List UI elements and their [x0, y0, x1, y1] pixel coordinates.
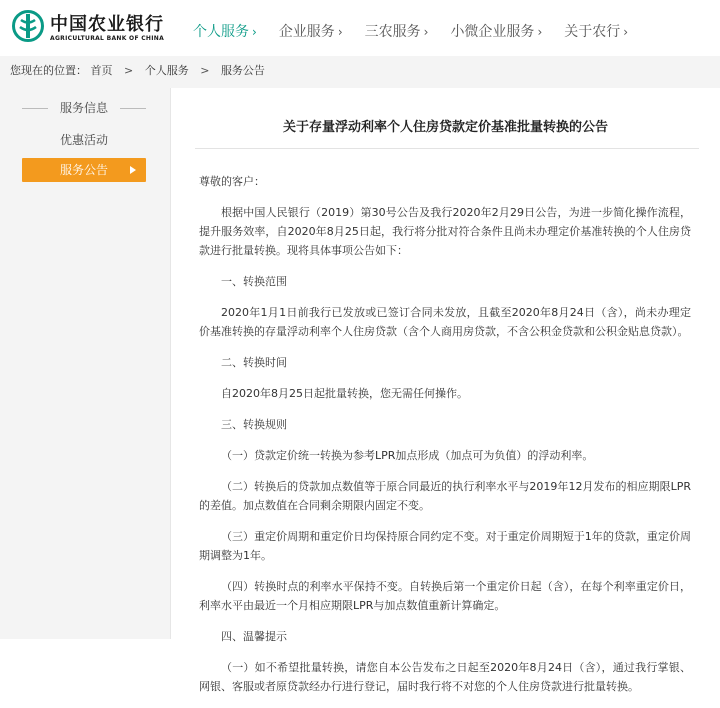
- section-heading: 二、转换时间: [221, 356, 287, 369]
- section-heading: 一、转换范围: [221, 275, 287, 288]
- article-panel: [170, 88, 720, 693]
- sidebar-item-promotions[interactable]: 优惠活动: [59, 133, 108, 147]
- main-nav: [182, 0, 639, 56]
- article-paragraph: （二）转换后的贷款加点数值等于原合同最近的执行利率水平与2019年12月发布的相应期限LPR的差值。加点数值在合同剩余期限内固定不变。: [199, 480, 691, 512]
- title-divider: [195, 148, 699, 149]
- chevron-right-icon: ›: [537, 25, 543, 39]
- site-header: [0, 0, 720, 56]
- article-paragraph: （四）转换时点的利率水平保持不变。自转换后第一个重定价日起（含），在每个利率重定价日，利率水平由最近一个月相应期限LPR与加点数值重新计算确定。: [199, 580, 691, 612]
- triangle-right-icon: [130, 166, 136, 174]
- article-paragraph: 2020年1月1日前我行已发放或已签订合同未发放，且截至2020年8月24日（含），尚未办理定价基准转换的存量浮动利率个人住房贷款（含个人商用房贷款，不含公积金贷款和公积金贴息贷款）。: [199, 306, 691, 338]
- chevron-right-icon: ›: [337, 25, 343, 39]
- breadcrumb-home[interactable]: 首页: [90, 64, 113, 77]
- page-body: [0, 86, 720, 693]
- sidebar-heading: 服务信息: [14, 94, 154, 122]
- breadcrumb: [0, 56, 720, 86]
- breadcrumb-prefix: 您现在的位置：: [10, 64, 87, 77]
- nav-personal-services[interactable]: 个人服务 ›: [193, 24, 257, 40]
- nav-small-business-services[interactable]: 小微企业服务 ›: [450, 24, 543, 40]
- sidebar-item-label: 服务公告: [59, 163, 108, 177]
- section-heading: 四、温馨提示: [221, 630, 287, 643]
- article-paragraph: （一）贷款定价统一转换为参考LPR加点形成（加点可为负值）的浮动利率。: [221, 449, 594, 462]
- article-body: [199, 172, 691, 708]
- article-paragraph: （一）如不希望批量转换，请您自本公告发布之日起至2020年8月24日（含），通过我行掌银、网银、客服或者原贷款经办行进行登记，届时我行将不对您的个人住房贷款进行批量转换。: [199, 661, 691, 693]
- nav-rural-services[interactable]: 三农服务 ›: [364, 24, 429, 40]
- chevron-right-icon: ›: [252, 25, 257, 39]
- breadcrumb-separator: >: [124, 64, 134, 77]
- sidebar: [14, 94, 154, 182]
- abc-emblem-icon: [12, 10, 44, 42]
- breadcrumb-separator: >: [200, 64, 210, 77]
- brand-name-en: AGRICULTURAL BANK OF CHINA: [50, 35, 165, 42]
- article-title: 关于存量浮动利率个人住房贷款定价基准批量转换的公告: [282, 120, 608, 135]
- chevron-right-icon: ›: [423, 25, 429, 39]
- section-heading: 三、转换规则: [221, 418, 287, 431]
- article-paragraph: 根据中国人民银行（2019）第30号公告及我行2020年2月29日公告，为进一步简化操作流程，提升服务效率，自2020年8月25日起，我行将分批对符合条件且尚未办理定价基准转换的个人住房贷款进行批量转换。现将具体事项公告如下：: [199, 206, 691, 257]
- abc-logo[interactable]: [12, 8, 172, 48]
- breadcrumb-personal-services[interactable]: 个人服务: [144, 64, 189, 77]
- sidebar-item-service-notices[interactable]: [22, 158, 146, 182]
- breadcrumb-service-notices[interactable]: 服务公告: [220, 64, 265, 77]
- article-greeting: 尊敬的客户：: [199, 175, 265, 188]
- article-paragraph: （三）重定价周期和重定价日均保持原合同约定不变。对于重定价周期短于1年的贷款，重定价周期调整为1年。: [199, 530, 691, 562]
- nav-about-abc[interactable]: 关于农行 ›: [564, 24, 629, 40]
- chevron-right-icon: ›: [623, 25, 629, 39]
- article-paragraph: 自2020年8月25日起批量转换，您无需任何操作。: [221, 387, 468, 400]
- nav-corporate-services[interactable]: 企业服务 ›: [278, 24, 343, 40]
- brand-name-cn: 中国农业银行: [50, 14, 164, 35]
